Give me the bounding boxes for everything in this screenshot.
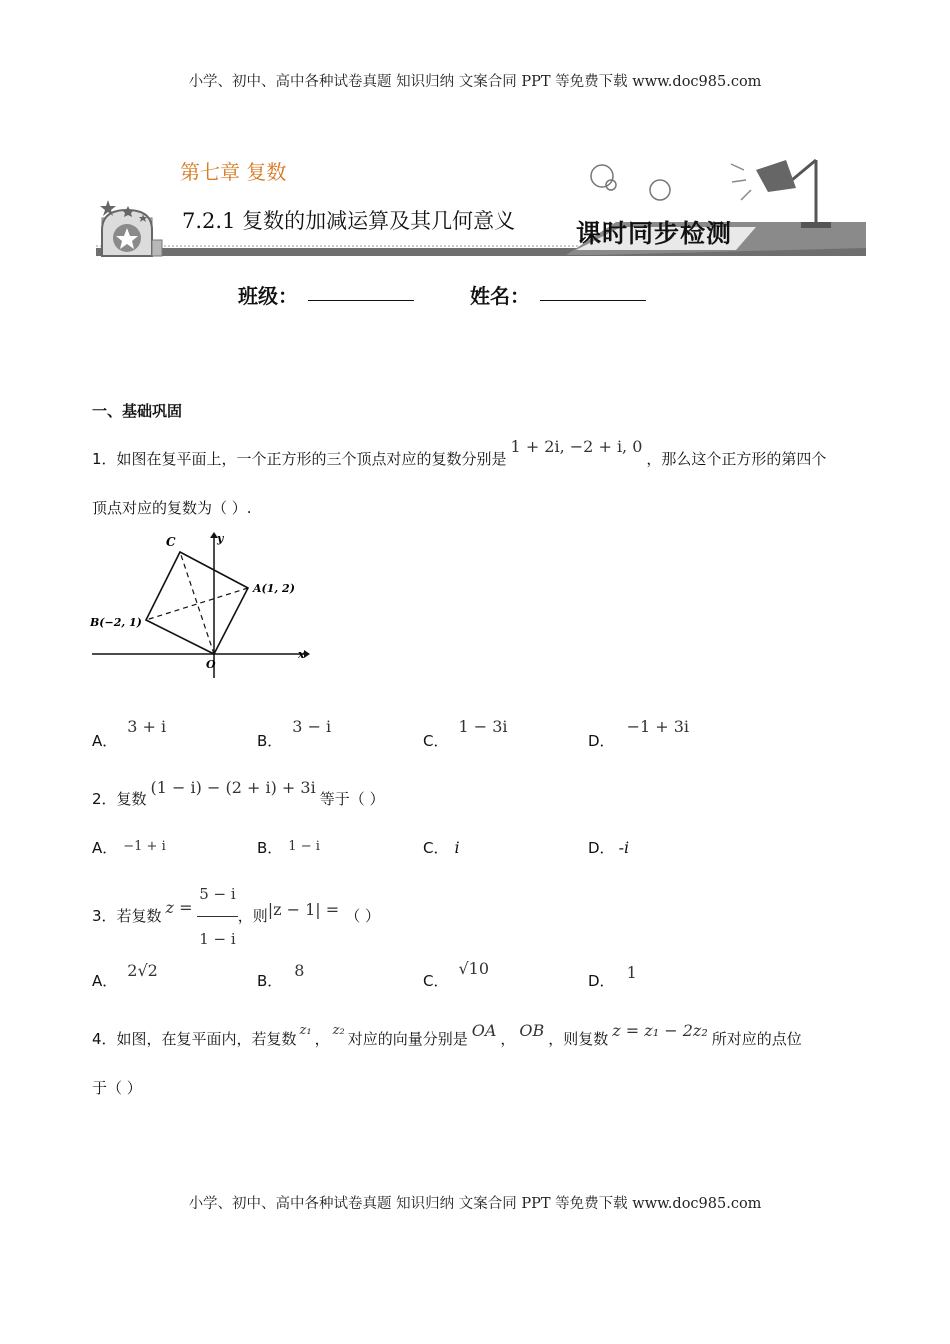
q2-option-d[interactable]: D． -i <box>588 838 630 857</box>
q3-option-c[interactable]: C．√10 <box>423 959 490 990</box>
diagonal-ab <box>146 588 248 620</box>
class-label: 班级： <box>238 284 298 308</box>
name-label: 姓名： <box>470 284 530 308</box>
class-input-line[interactable] <box>308 278 414 301</box>
question-4-line-2: 于（ ） <box>92 1079 142 1097</box>
question-3: 3．若复数 z = $\frac{5 - i}{1 - i}$ ，则|z − 1| = （ ） <box>92 872 380 961</box>
q3-option-a[interactable]: A．2√2 <box>92 961 158 990</box>
q1-option-b[interactable]: B．3 − i <box>257 717 332 750</box>
question-1-line-1: 1．如图在复平面上，一个正方形的三个顶点对应的复数分别是1 + 2i, −2 + i, 0，那么这个正方形的第四个 <box>92 437 827 468</box>
chapter-banner <box>96 130 866 265</box>
q2-option-b[interactable]: B． 1 − i <box>257 839 320 857</box>
label-x: x <box>298 648 305 661</box>
question-4-line-1: 4．如图，在复平面内，若复数 z₁ ， z₂ 对应的向量分别是 OA ， OB ，则复数 z = z₁ − 2z₂ 所对应的点位 <box>92 1021 802 1048</box>
q1-figure <box>90 530 310 680</box>
question-2: 2．复数(1 − i) − (2 + i) + 3i等于（ ） <box>92 778 385 808</box>
page-header: 小学、初中、高中各种试卷真题 知识归纳 文案合同 PPT 等免费下载 www.doc985.com <box>188 74 762 90</box>
label-y: y <box>217 532 224 545</box>
q2-option-c[interactable]: C． i <box>423 838 460 857</box>
q3-option-d[interactable]: D． 1 <box>588 963 637 990</box>
label-o: O <box>206 658 216 671</box>
star-badge-icon <box>100 200 162 256</box>
lesson-title: 7.2.1 复数的加减运算及其几何意义 <box>182 209 516 233</box>
label-a: A(1, 2) <box>253 582 295 595</box>
badge-text: 课时同步检测 <box>576 219 733 248</box>
question-1-line-2: 顶点对应的复数为（ ）. <box>92 499 252 517</box>
q1-option-a[interactable]: A．3 + i <box>92 717 167 750</box>
q2-math: (1 − i) − (2 + i) + 3i <box>150 778 316 797</box>
q1-option-c[interactable]: C．1 − 3i <box>423 717 508 750</box>
page-footer: 小学、初中、高中各种试卷真题 知识归纳 文案合同 PPT 等免费下载 www.doc985.com <box>188 1196 762 1212</box>
q3-fraction: $\frac{5 - i}{1 - i}$ <box>197 872 237 961</box>
q1-math: 1 + 2i, −2 + i, 0 <box>510 437 643 456</box>
q3-option-b[interactable]: B．8 <box>257 961 305 990</box>
q2-option-a[interactable]: A． −1 + i <box>92 839 166 857</box>
q3-abs-expr: |z − 1| = <box>267 900 340 919</box>
label-b: B(−2, 1) <box>90 616 142 629</box>
square-shape <box>146 552 248 654</box>
desk-lamp-icon <box>756 160 831 228</box>
section-title: 一、基础巩固 <box>92 402 183 420</box>
label-c: C <box>166 535 176 549</box>
chapter-title: 第七章 复数 <box>180 160 287 184</box>
q1-option-d[interactable]: D．−1 + 3i <box>588 717 690 750</box>
name-input-line[interactable] <box>540 278 646 301</box>
bubble-icon <box>591 165 613 187</box>
